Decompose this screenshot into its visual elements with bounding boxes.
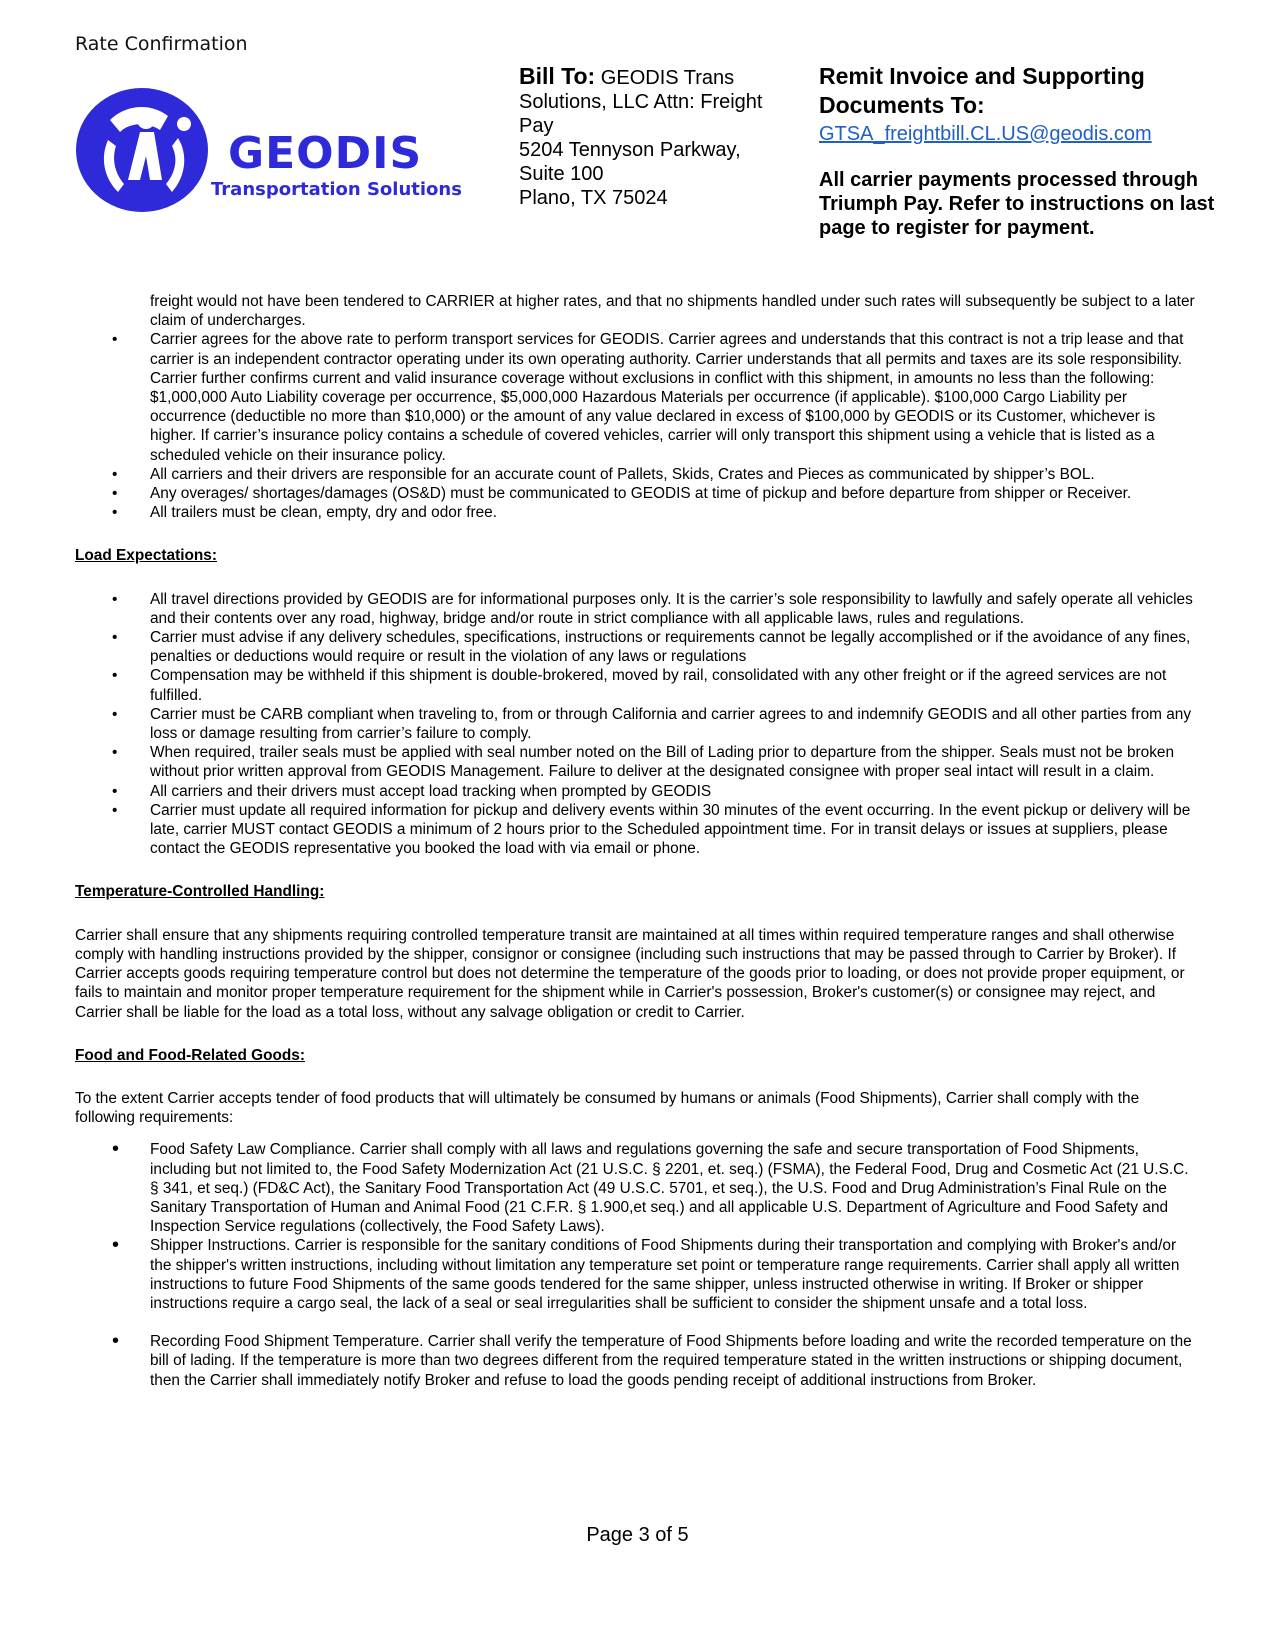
- food-heading: Food and Food-Related Goods:: [75, 1046, 305, 1064]
- geodis-emblem-icon: [70, 80, 220, 220]
- list-item: • All carriers and their drivers must accept load tracking when prompted by GEODIS: [75, 782, 1200, 801]
- logo-tagline: Transportation Solutions: [211, 179, 462, 200]
- load-expectations-heading: Load Expectations:: [75, 547, 217, 565]
- list-item: • Recording Food Shipment Temperature. Carrier shall verify the temperature of Food Shipments before loading and write the recorded temperature on the bill of lading. If the temperature is more than two degrees different from the required temperature stated in the written instructions or shipping document, then the Carrier shall immediately notify Broker and refuse to load the goods pending receipt of additional instructions from Broker.: [75, 1332, 1200, 1390]
- logo-wordmark: GEODIS: [228, 128, 423, 179]
- list-item: • Food Safety Law Compliance. Carrier shall comply with all laws and regulations governing the safe and secure transportation of Food Shipments, including but not limited to, the Food Safety Modernization Act (21 U.S.C. § 2201, et. seq.) (FSMA), the Federal Food, Drug and Cosmetic Act (21 U.S.C. § 341, et seq.) (FD&C Act), the Sanitary Food Transportation Act (49 U.S.C. 5701, et seq.), the U.S. Food and Drug Administration’s Final Rule on the Sanitary Transportation of Human and Animal Food (21 C.F.R. § 1.900,et seq.) and all applicable U.S. Department of Agriculture and Food Safety and Inspection Service regulations (collectively, the Food Safety Laws).: [75, 1140, 1200, 1236]
- temperature-heading: Temperature-Controlled Handling:: [75, 883, 325, 901]
- remit-email-link[interactable]: GTSA_freightbill.CL.US@geodis.com: [819, 123, 1152, 145]
- list-item: • Shipper Instructions. Carrier is responsible for the sanitary conditions of Food Shipments during their transportation and complying with Broker's and/or the shipper's written instructions, including without limitation any temperature set point or temperature range requirements. Carrier shall apply all written instructions to future Food Shipments of the same goods tendered for the same shipper, unless instructed otherwise in writing. If Broker or shipper instructions require a cargo seal, the lack of a seal or seal irregularities shall be sufficient to consider the shipment unsafe and a total loss.: [75, 1236, 1200, 1313]
- list-item: • Compensation may be withheld if this shipment is double-brokered, moved by rail, consolidated with any other freight or if the agreed services are not fulfilled.: [75, 666, 1200, 704]
- bill-to-block: [519, 64, 784, 210]
- temperature-body: Carrier shall ensure that any shipments requiring controlled temperature transit are maintained at all times within required temperature ranges and shall otherwise comply with handling instructions provided by the shipper, consignor or consignee (including such instructions that may be passed through to Carrier by Broker). If Carrier accepts goods requiring temperature control but does not determine the temperature of the goods prior to loading, or does not provide proper equipment, or fails to maintain and monitor proper temperature requirement for the shipment while in Carrier's possession, Broker's customer(s) or consignee may reject, and Carrier shall be liable for the load as a total loss, without any salvage obligation or credit to Carrier.: [75, 926, 1185, 1021]
- list-item: • Carrier agrees for the above rate to perform transport services for GEODIS. Carrier agrees and understands that this contract is not a trip lease and that carrier is an independent contractor operating under its own operating authority. Carrier understands that all permits and taxes are its sole responsibility. Carrier further confirms current and valid insurance coverage without exclusions in conflict with this shipment, in amounts no less than the following: $1,000,000 Auto Liability coverage per occurrence, $5,000,000 Hazardous Materials per occurrence (if applicable). $100,000 Cargo Liability per occurrence (deductible no more than $10,000) or the amount of any value declared in excess of $100,000 by GEODIS or its Customer, whichever is higher. If carrier’s insurance policy contains a schedule of covered vehicles, carrier will only transport this shipment using a vehicle that is listed as a scheduled vehicle on their insurance policy.: [75, 330, 1200, 464]
- geodis-logo: [70, 80, 470, 220]
- list-item: • Carrier must be CARB compliant when traveling to, from or through California and carrier agrees to and indemnify GEODIS and all other parties from any loss or damage resulting from carrier’s failure to comply.: [75, 705, 1200, 743]
- list-item: • Carrier must advise if any delivery schedules, specifications, instructions or requirements cannot be legally accomplished or if the avoidance of any fines, penalties or deductions would require or result in the violation of any laws or regulations: [75, 628, 1200, 666]
- remit-block: [819, 62, 1239, 240]
- list-item: • All trailers must be clean, empty, dry and odor free.: [75, 503, 1200, 522]
- food-intro: To the extent Carrier accepts tender of food products that will ultimately be consumed by humans or animals (Food Shipments), Carrier shall comply with the following requirements:: [75, 1089, 1140, 1127]
- list-item: • When required, trailer seals must be applied with seal number noted on the Bill of Lading prior to departure from the shipper. Seals must not be broken without prior written approval from GEODIS Management. Failure to deliver at the designated consignee with proper seal intact will result in a claim.: [75, 743, 1200, 781]
- bill-to-name: GEODIS Trans Solutions, LLC Attn: Freight Pay: [519, 67, 763, 137]
- document-body: [75, 292, 1200, 1390]
- list-item: • Any overages/ shortages/damages (OS&D) must be communicated to GEODIS at time of pickup and before departure from shipper or Receiver.: [75, 484, 1200, 503]
- food-requirements-list: [75, 1140, 1200, 1389]
- terms-continuation: freight would not have been tendered to CARRIER at higher rates, and that no shipments handled under such rates will subsequently be subject to a later claim of undercharges.: [150, 293, 1195, 330]
- payment-note: All carrier payments processed through Triumph Pay. Refer to instructions on last page to register for payment.: [819, 169, 1215, 239]
- remit-heading: Remit Invoice and Supporting Documents To:: [819, 63, 1145, 118]
- bill-to-address-line1: 5204 Tennyson Parkway, Suite 100: [519, 139, 741, 185]
- page-number: Page 3 of 5: [586, 1524, 689, 1546]
- terms-list: [75, 330, 1200, 522]
- list-item: • All carriers and their drivers are responsible for an accurate count of Pallets, Skids, Crates and Pieces as communicated by shipper’s BOL.: [75, 465, 1200, 484]
- bill-to-address-line2: Plano, TX 75024: [519, 187, 668, 209]
- bill-to-label: Bill To:: [519, 63, 596, 89]
- document-title: Rate Confirmation: [75, 33, 248, 55]
- load-expectations-list: [75, 590, 1200, 859]
- list-item: • Carrier must update all required information for pickup and delivery events within 30 minutes of the event occurring. In the event pickup or delivery will be late, carrier MUST contact GEODIS a minimum of 2 hours prior to the Scheduled appointment time. For in transit delays or issues at suppliers, please contact the GEODIS representative you booked the load with via email or phone.: [75, 801, 1200, 859]
- list-item: • All travel directions provided by GEODIS are for informational purposes only. It is the carrier’s sole responsibility to lawfully and safely operate all vehicles and their contents over any road, highway, bridge and/or route in strict compliance with all applicable laws, rules and regulations.: [75, 590, 1200, 628]
